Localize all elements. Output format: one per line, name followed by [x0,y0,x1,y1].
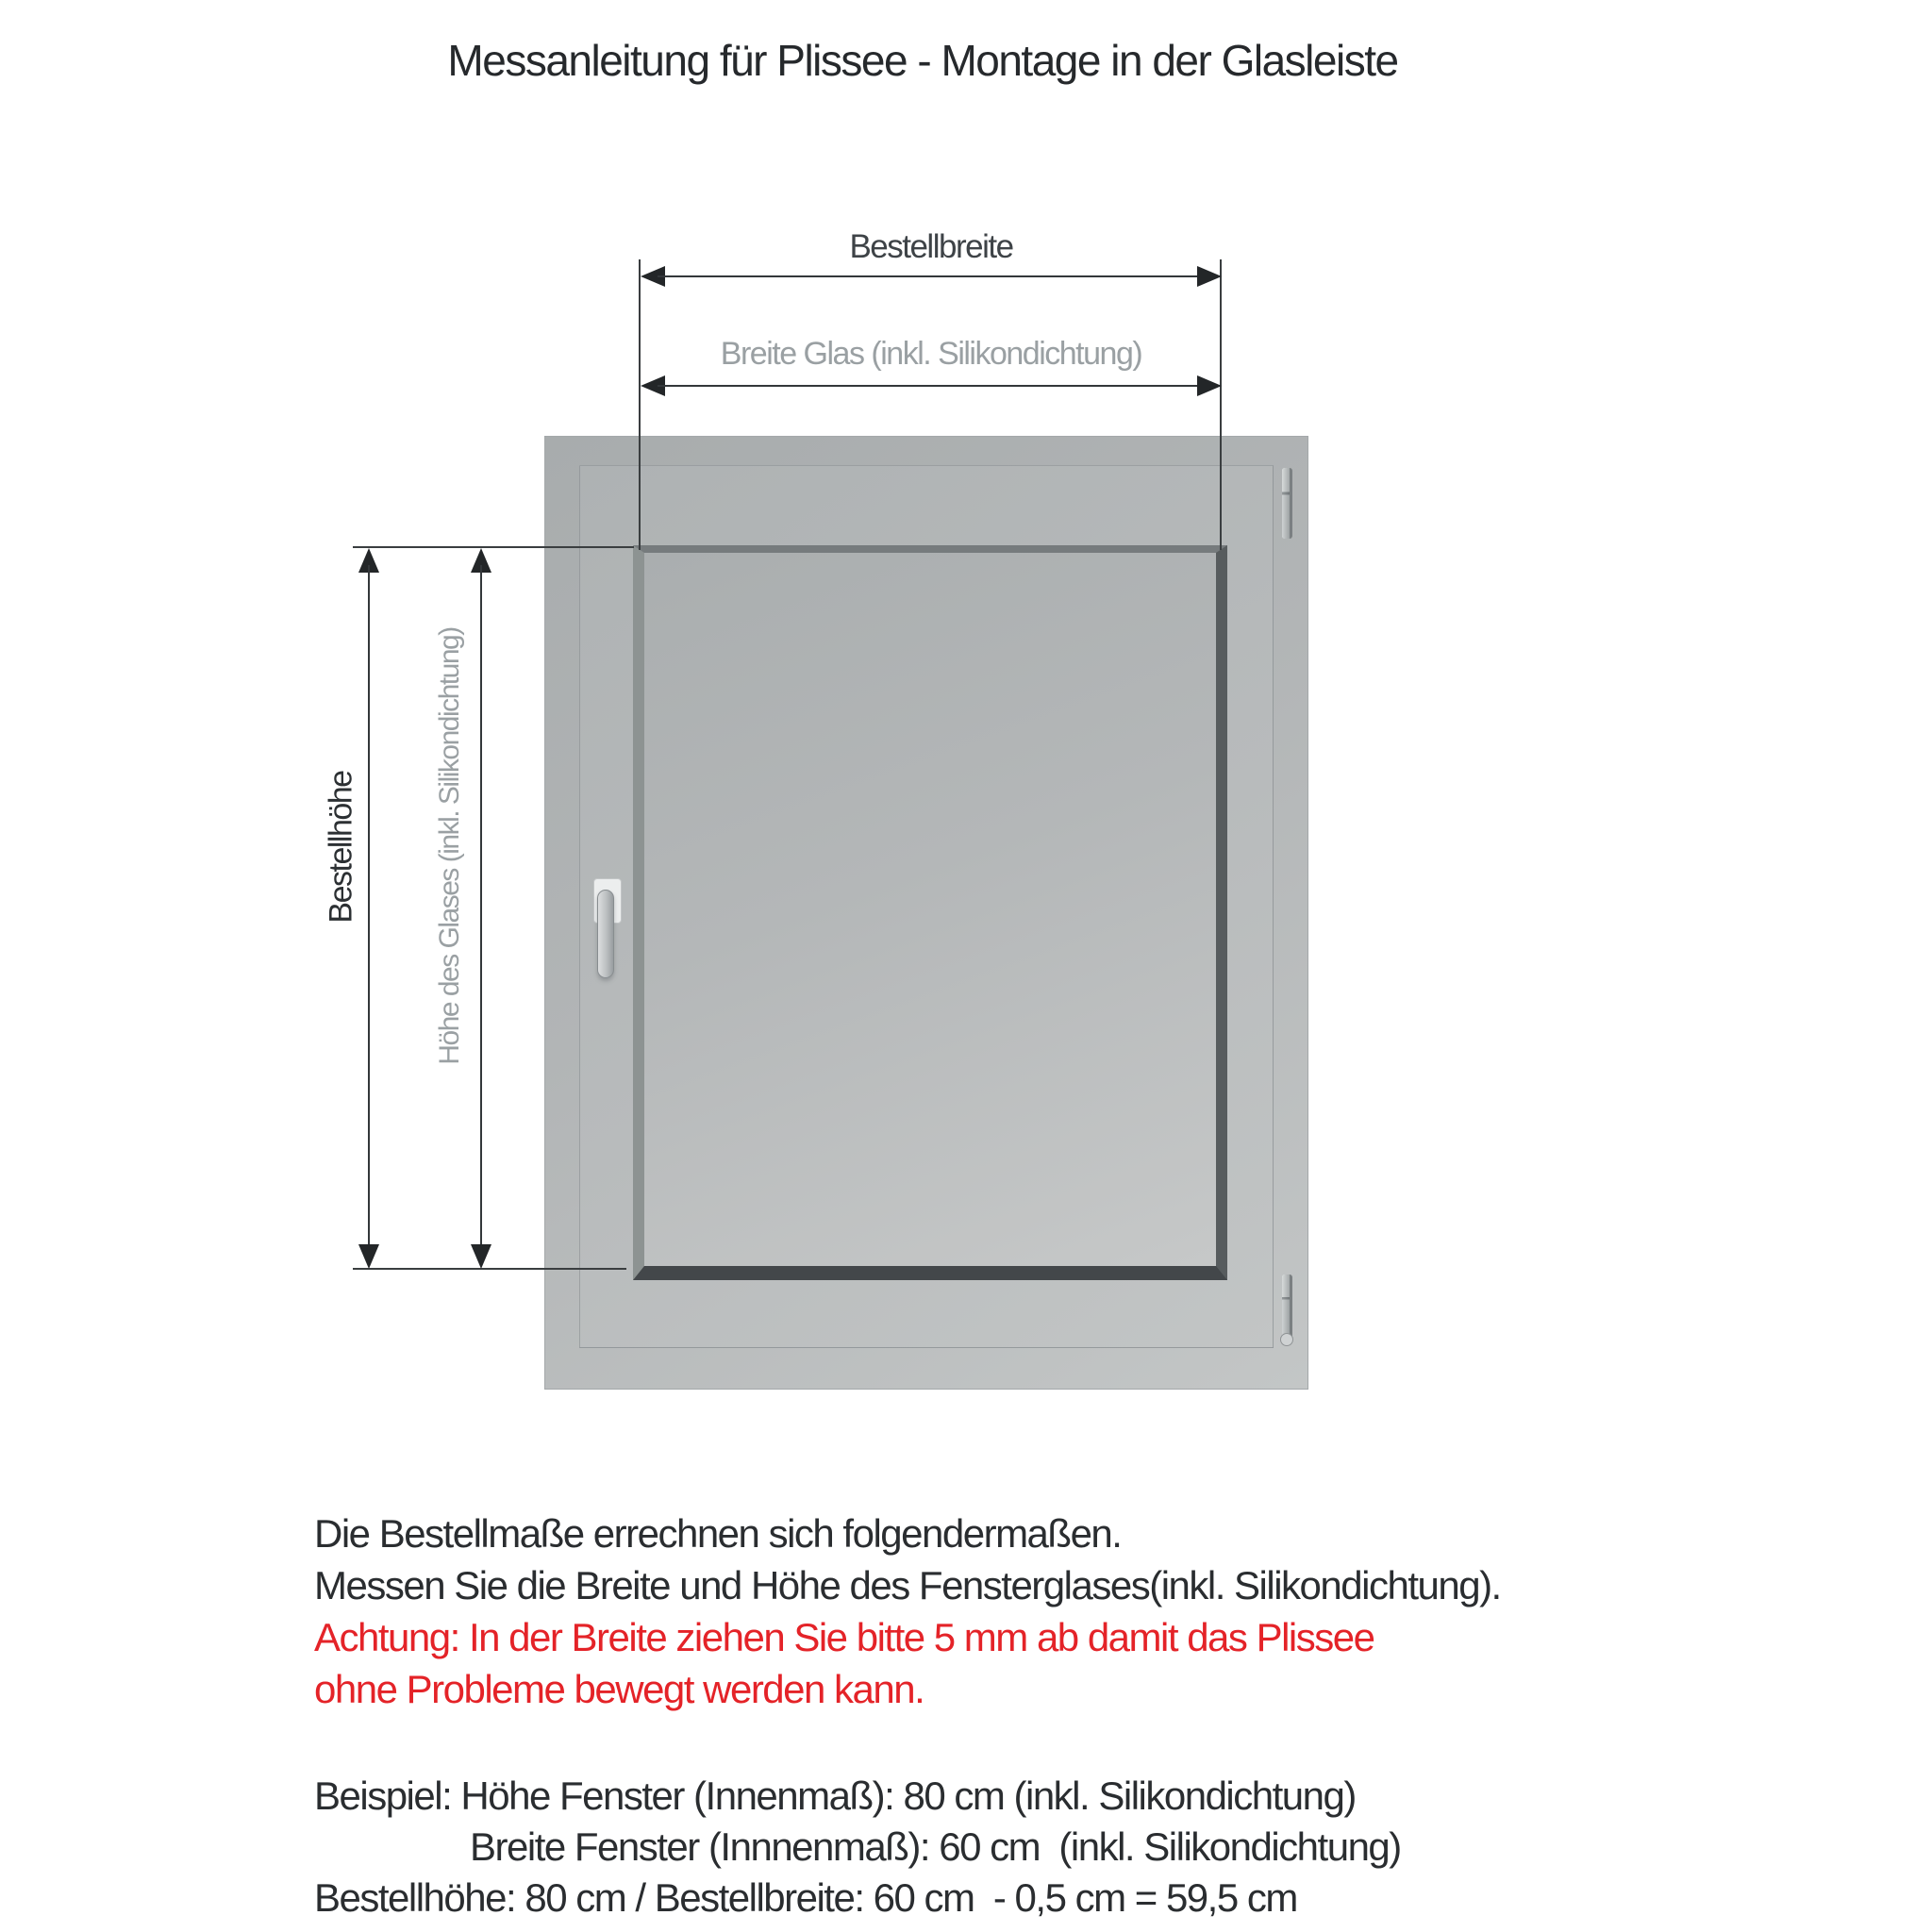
instruction-line: Messen Sie die Breite und Höhe des Fensterglases(inkl. Silikondichtung). [314,1563,1501,1607]
order-width-dimension-arrow [641,265,1222,288]
arrowhead-down-icon [358,1244,379,1269]
window-glass [633,545,1227,1280]
order-height-dimension-arrow [358,548,380,1269]
glass-width-dimension-arrow [641,375,1222,397]
example-line: Beispiel: Höhe Fenster (Innenmaß): 80 cm (inkl. Silikondichtung) [314,1774,1356,1818]
dimension-line [480,565,482,1252]
glass-width-label: Breite Glas (inkl. Silikondichtung) [720,336,1142,372]
tick-line-top [353,546,634,548]
example-line: Bestellhöhe: 80 cm / Bestellbreite: 60 cm - 0,5 cm = 59,5 cm [314,1875,1297,1920]
arrowhead-right-icon [1197,375,1222,396]
instructions-block [314,1507,1501,1715]
hinge-bottom-right [1282,1274,1292,1341]
dimension-line [368,565,370,1252]
example-line: Breite Fenster (Innnenmaß): 60 cm (inkl. Silikondichtung) [470,1824,1401,1869]
instruction-line: Die Bestellmaße errechnen sich folgendermaßen. [314,1511,1122,1556]
glass-height-dimension-arrow [470,548,492,1269]
arrowhead-down-icon [471,1244,491,1269]
arrowhead-right-icon [1197,266,1222,287]
dimension-line [658,275,1205,277]
dimension-line [658,385,1205,387]
warning-line: Achtung: In der Breite ziehen Sie bitte 5 mm ab damit das Plissee [314,1615,1374,1659]
order-height-label: Bestellhöhe [323,771,359,924]
window-handle [597,890,614,978]
glass-height-label: Höhe des Glases (inkl. Silikondichtung) [434,627,465,1065]
extension-line-right [1220,259,1222,550]
hinge-top-right [1282,468,1292,539]
warning-line: ohne Probleme bewegt werden kann. [314,1667,924,1711]
extension-line-left [639,259,641,550]
hinge-knob [1280,1333,1293,1346]
page-title: Messanleitung für Plissee - Montage in der Glasleiste [447,35,1398,85]
example-block [314,1771,1401,1924]
order-width-label: Bestellbreite [849,228,1013,265]
window-illustration [544,436,1308,1390]
